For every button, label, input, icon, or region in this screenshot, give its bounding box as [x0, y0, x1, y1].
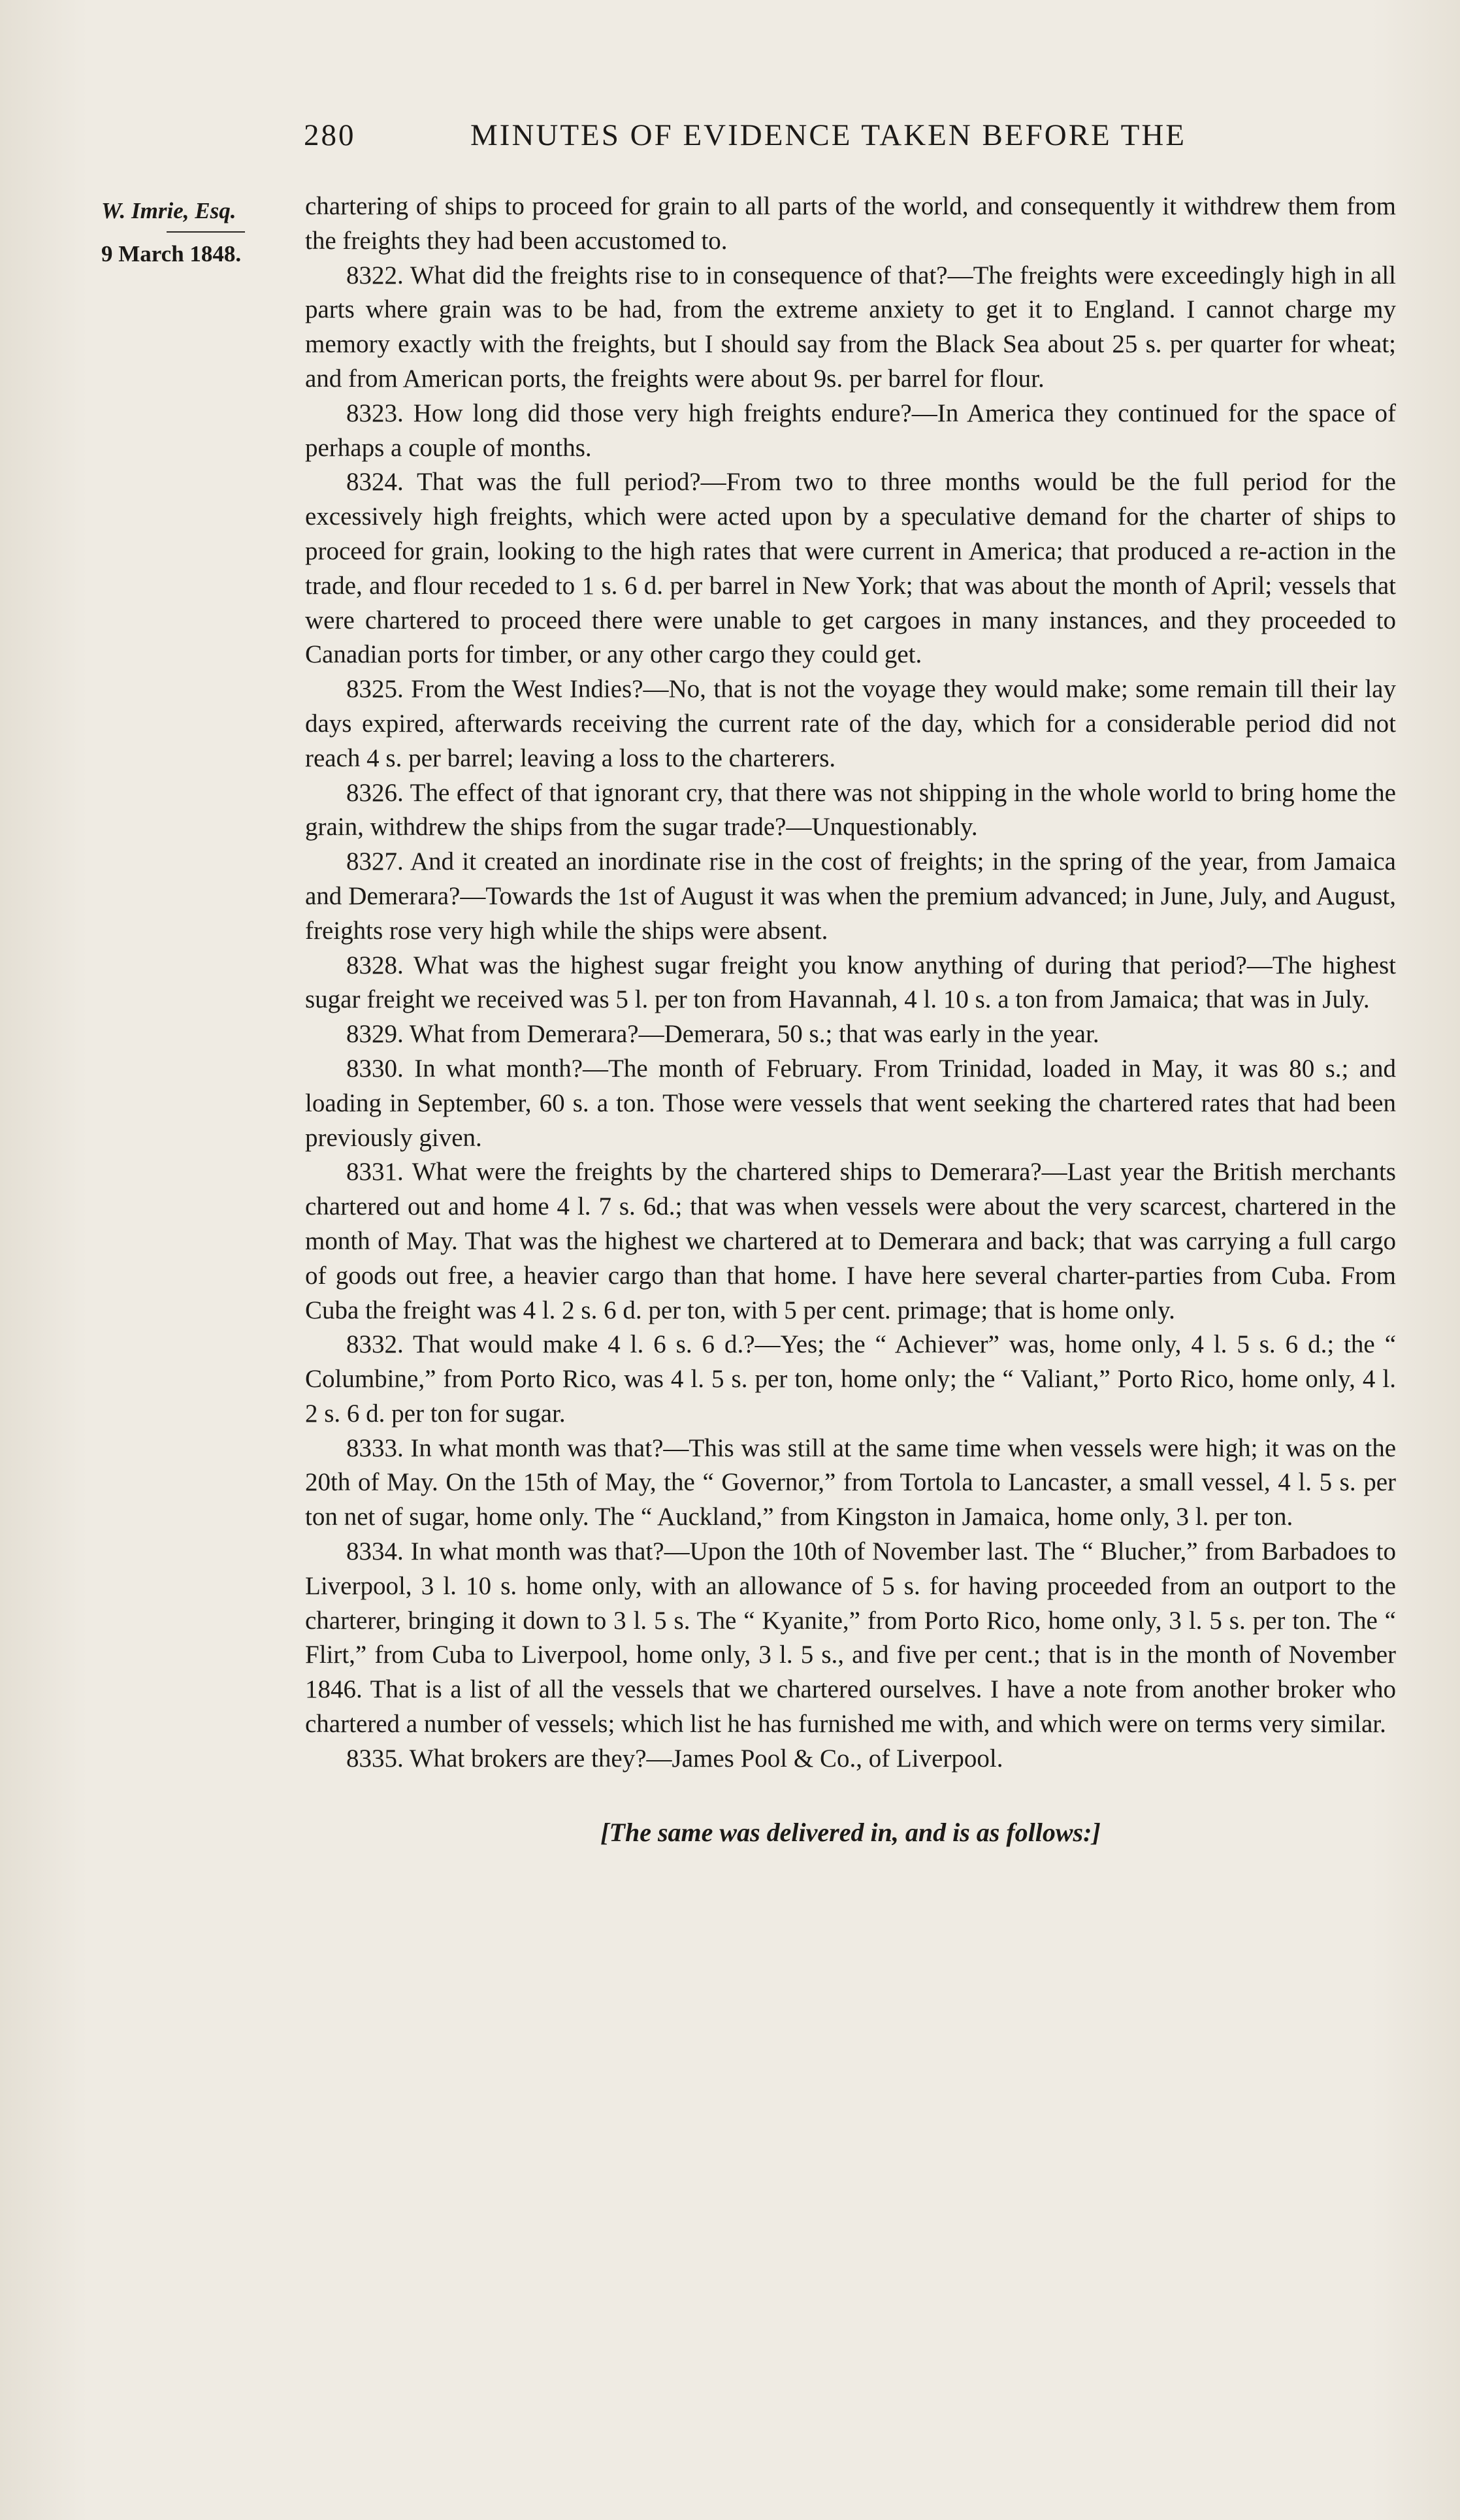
margin-divider: [167, 231, 245, 233]
page-number: 280: [304, 118, 356, 152]
paragraph: 8332. That would make 4 l. 6 s. 6 d.?—Yes; the “ Achiever” was, home only, 4 l. 5 s. 6 d.; the “ Columbine,” from Porto Rico, was 4 l. 5 s. per ton, home only; the “ Valiant,” Porto Rico, home only, 4 l. 2 s. 6 d. per ton for sugar.: [305, 1330, 1396, 1428]
paragraph: 8322. What did the freights rise to in consequence of that?—The freights were exceedingly high in all parts where grain was to be had, from the extreme anxiety to get it to England. I cannot charge my memory exactly with the freights, but I should say from the Black Sea about 25 s. per quarter for wheat; and from American ports, the freights were about 9s. per barrel for flour.: [305, 261, 1396, 393]
evidence-text: [305, 189, 1396, 1850]
page-header: [297, 118, 1290, 163]
paragraph: 8326. The effect of that ignorant cry, that there was not shipping in the whole world to bring home the grain, withdrew the ships from the sugar trade?—Unquestionably.: [305, 778, 1396, 842]
paragraph: 8328. What was the highest sugar freight you know anything of during that period?—The highest sugar freight we received was 5 l. per ton from Havannah, 4 l. 10 s. a ton from Jamaica; that was in July.: [305, 951, 1396, 1014]
paragraph: 8331. What were the freights by the chartered ships to Demerara?—Last year the British merchants chartered out and home 4 l. 7 s. 6d.; that was when vessels were about the very scarcest, chartered in the month of May. That was the highest we chartered at to Demerara and back; that was carrying a full cargo of goods out free, a heavier cargo than that home. I have here several charter-parties from Cuba. From Cuba the freight was 4 l. 2 s. 6 d. per ton, with 5 per cent. primage; that is home only.: [305, 1158, 1396, 1324]
evidence-date: 9 March 1848.: [101, 241, 242, 267]
paragraph: 8325. From the West Indies?—No, that is not the voyage they would make; some remain till their lay days expired, afterwards receiving the current rate of the day, which for a considerable period did not reach 4 s. per barrel; leaving a loss to the charterers.: [305, 675, 1396, 772]
paragraph: 8335. What brokers are they?—James Pool & Co., of Liverpool.: [346, 1744, 1003, 1773]
paragraph: 8334. In what month was that?—Upon the 10th of November last. The “ Blucher,” from Barbadoes to Liverpool, 3 l. 10 s. home only, with an allowance of 5 s. for having proceeded from an outport to the charterer, bringing it down to 3 l. 5 s. The “ Kyanite,” from Porto Rico, home only, 3 l. 5 s. per ton. The “ Flirt,” from Cuba to Liverpool, home only, 3 l. 5 s., and five per cent.; that is in the month of November 1846. That is a list of all the vessels that we chartered ourselves. I have a note from another broker who chartered a number of vessels; which list he has furnished me with, and which were on terms very similar.: [305, 1537, 1396, 1739]
paragraph: 8323. How long did those very high freights endure?—In America they continued for the space of perhaps a couple of months.: [305, 399, 1396, 462]
margin-note: [101, 195, 291, 270]
paragraph: 8333. In what month was that?—This was still at the same time when vessels were high; it was on the 20th of May. On the 15th of May, the “ Governor,” from Tortola to Lancaster, a small vessel, 4 l. 5 s. per ton net of sugar, home only. The “ Auckland,” from Kingston in Jamaica, home only, 3 l. per ton.: [305, 1433, 1396, 1531]
paragraph: chartering of ships to proceed for grain to all parts of the world, and consequently it withdrew them from the freights they had been accustomed to.: [305, 192, 1396, 255]
paragraph: 8327. And it created an inordinate rise in the cost of freights; in the spring of the year, from Jamaica and Demerara?—Towards the 1st of August it was when the premium advanced; in June, July, and August, freights rose very high while the ships were absent.: [305, 847, 1396, 945]
paragraph: 8330. In what month?—The month of February. From Trinidad, loaded in May, it was 80 s.; and loading in September, 60 s. a ton. Those were vessels that went seeking the chartered rates that had been previously given.: [305, 1054, 1396, 1152]
delivered-in-note: [The same was delivered in, and is as follows:]: [600, 1817, 1101, 1847]
paragraph: 8329. What from Demerara?—Demerara, 50 s.; that was early in the year.: [346, 1020, 1099, 1049]
witness-name: W. Imrie, Esq.: [101, 198, 236, 223]
paragraph: 8324. That was the full period?—From two to three months would be the full period for the excessively high freights, which were acted upon by a speculative demand for the charter of ships to proceed for grain, looking to the high rates that were current in America; that produced a re-action in the trade, and flour receded to 1 s. 6 d. per barrel in New York; that was about the month of April; vessels that were chartered to proceed there were unable to get cargoes in many instances, and they proceeded to Canadian ports for timber, or any other cargo they could get.: [305, 468, 1396, 669]
running-title: MINUTES OF EVIDENCE TAKEN BEFORE THE: [470, 118, 1187, 152]
